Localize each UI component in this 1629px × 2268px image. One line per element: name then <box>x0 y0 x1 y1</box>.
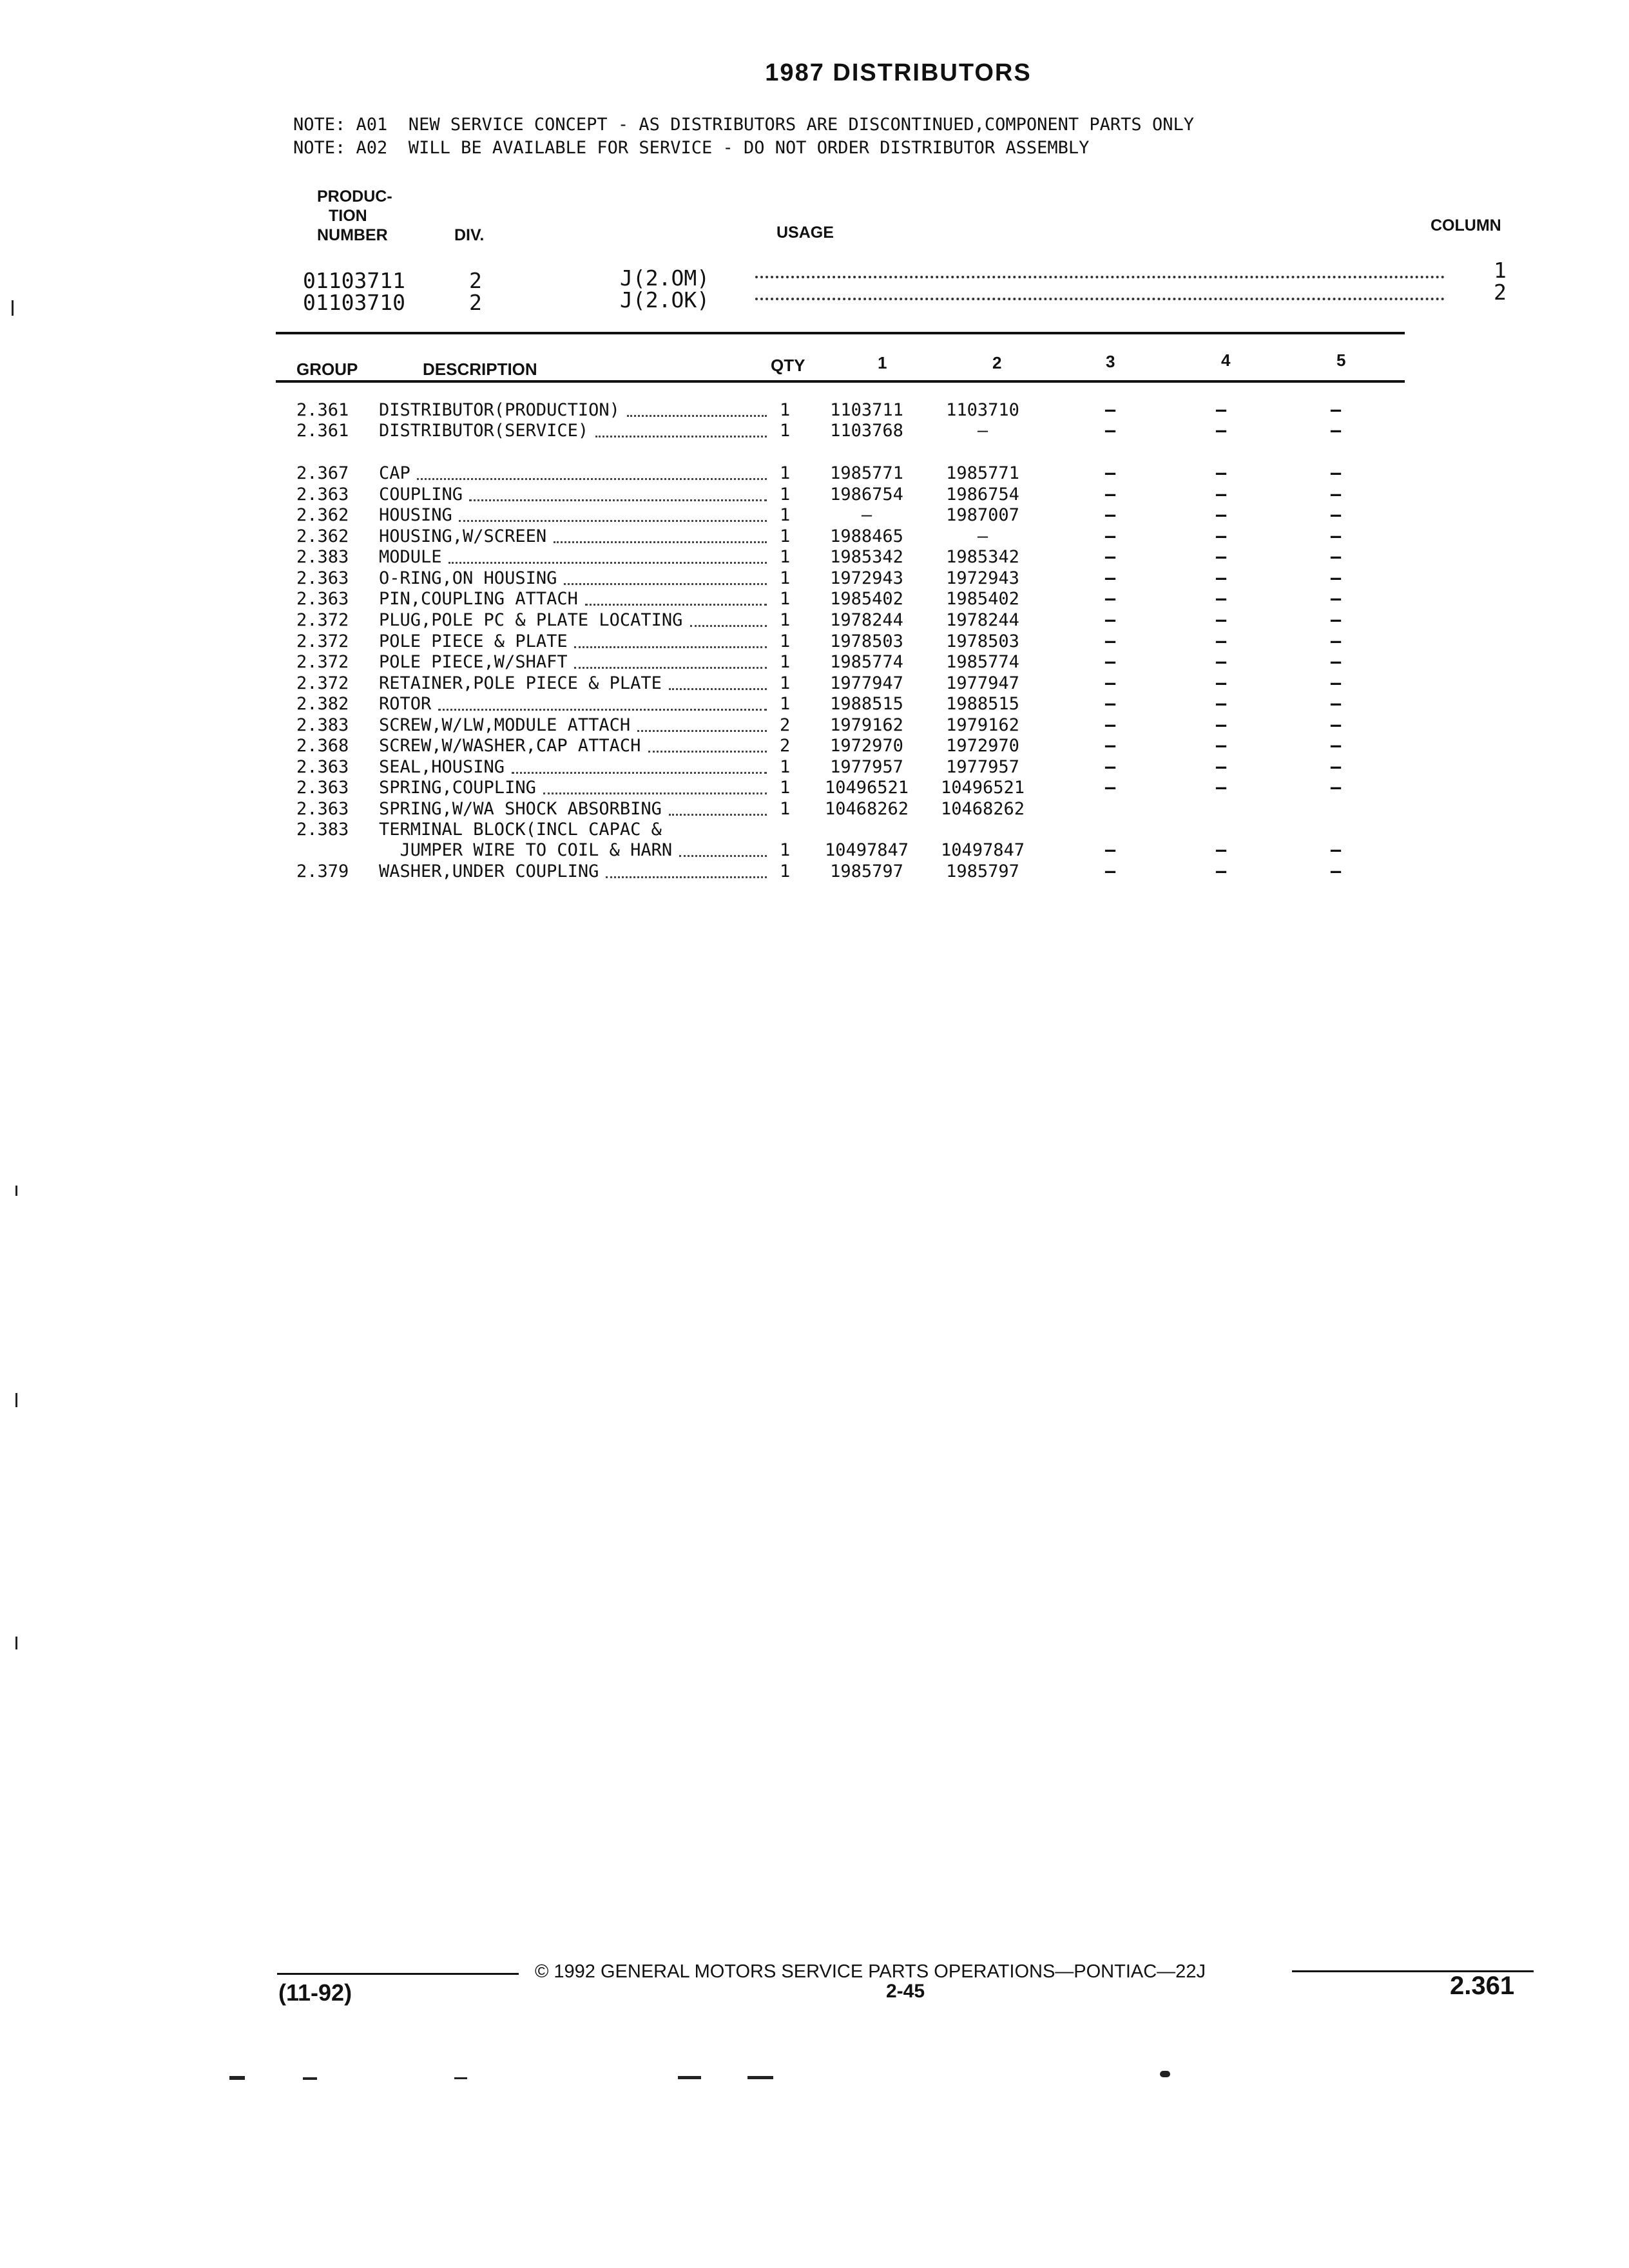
part-group: 2.363 <box>296 799 349 819</box>
part-description: TERMINAL BLOCK(INCL CAPAC & <box>379 820 662 840</box>
part-qty: 1 <box>780 485 791 505</box>
part-number-col1: 1985771 <box>830 463 903 483</box>
part-number-col4: — <box>1215 421 1227 441</box>
dot-leader <box>648 751 767 753</box>
part-group: 2.383 <box>296 547 349 567</box>
part-group: 2.367 <box>296 463 349 483</box>
part-number-col5: — <box>1330 757 1342 777</box>
part-description: CAP <box>379 463 410 483</box>
part-number-col4: — <box>1215 505 1227 525</box>
group-header: GROUP <box>296 360 358 379</box>
scan-mark <box>12 300 14 316</box>
part-number-col2: 1985774 <box>946 652 1019 672</box>
part-number-col1: 1978503 <box>830 631 903 651</box>
table-row <box>0 568 1629 589</box>
table-row <box>0 505 1629 526</box>
part-description: HOUSING,W/SCREEN <box>379 526 547 546</box>
part-number-col3: — <box>1104 736 1116 756</box>
part-qty: 1 <box>780 463 791 483</box>
scan-mark <box>454 2077 467 2079</box>
part-number-col3: — <box>1104 505 1116 525</box>
qty-header: QTY <box>771 356 805 375</box>
part-number-col2: 1979162 <box>946 715 1019 735</box>
part-number-col1: 1978244 <box>830 610 903 630</box>
part-number-col5: — <box>1330 840 1342 860</box>
part-qty: 1 <box>780 861 791 881</box>
part-number-col4: — <box>1215 589 1227 609</box>
dot-leader <box>564 583 767 585</box>
part-number-col2: 1988515 <box>946 694 1019 714</box>
part-qty: 1 <box>780 799 791 819</box>
part-number-col5: — <box>1330 421 1342 441</box>
part-group: 2.372 <box>296 631 349 651</box>
part-number-col3: — <box>1104 715 1116 735</box>
table-row <box>0 651 1629 673</box>
part-number-col4: — <box>1215 861 1227 881</box>
part-group: 2.379 <box>296 861 349 881</box>
part-number-col4: — <box>1215 652 1227 672</box>
part-group: 2.362 <box>296 526 349 546</box>
part-number-col4: — <box>1215 547 1227 567</box>
col4-header: 4 <box>1221 351 1231 370</box>
part-number-col1: 1985402 <box>830 589 903 609</box>
part-qty: 1 <box>780 400 791 420</box>
part-number-col5: — <box>1330 589 1342 609</box>
part-group: 2.363 <box>296 757 349 777</box>
part-number-col1: — <box>861 505 872 525</box>
part-description: WASHER,UNDER COUPLING <box>379 861 599 881</box>
part-description: MODULE <box>379 547 442 567</box>
part-number-col2: 1986754 <box>946 485 1019 505</box>
part-number-col1: 1977947 <box>830 673 903 693</box>
part-number-col3: — <box>1104 757 1116 777</box>
part-number-col5: — <box>1330 505 1342 525</box>
part-number-col3: — <box>1104 778 1116 798</box>
part-qty: 2 <box>780 715 791 735</box>
part-number-col5: — <box>1330 610 1342 630</box>
part-number-col4: — <box>1215 736 1227 756</box>
part-group: 2.368 <box>296 736 349 756</box>
production-column: 2 <box>1494 280 1507 305</box>
dot-leader <box>574 646 767 648</box>
part-number-col2: 1985402 <box>946 589 1019 609</box>
dot-leader <box>679 855 767 857</box>
table-row <box>0 588 1629 610</box>
part-number-col4: — <box>1215 694 1227 714</box>
table-row <box>0 693 1629 715</box>
table-row <box>0 420 1629 441</box>
part-number-col2: 1978503 <box>946 631 1019 651</box>
part-number-col3: — <box>1104 694 1116 714</box>
part-number-col5: — <box>1330 547 1342 567</box>
part-number-col4: — <box>1215 485 1227 505</box>
dot-leader <box>554 541 767 543</box>
part-qty: 1 <box>780 840 791 860</box>
part-group: 2.361 <box>296 421 349 441</box>
part-description: PIN,COUPLING ATTACH <box>379 589 578 609</box>
part-number-col3: — <box>1104 485 1116 505</box>
part-number-col1: 1972970 <box>830 736 903 756</box>
part-qty: 1 <box>780 610 791 630</box>
part-number-col1: 10496521 <box>824 778 909 798</box>
part-description: PLUG,POLE PC & PLATE LOCATING <box>379 610 683 630</box>
part-number-col3: — <box>1104 673 1116 693</box>
production-div: 2 <box>469 290 482 315</box>
dot-leader <box>637 730 767 732</box>
dot-leader <box>459 520 767 522</box>
part-number-col3: — <box>1104 463 1116 483</box>
section-number: 2.361 <box>1450 1972 1515 2000</box>
note-a02: NOTE: A02 WILL BE AVAILABLE FOR SERVICE - DO NOT ORDER DISTRIBUTOR ASSEMBLY <box>293 138 1090 158</box>
copyright-notice: © 1992 GENERAL MOTORS SERVICE PARTS OPERATIONS—PONTIAC—22J <box>535 1961 1206 1982</box>
part-number-col3: — <box>1104 526 1116 546</box>
part-description: DISTRIBUTOR(SERVICE) <box>379 421 589 441</box>
part-description: ROTOR <box>379 694 432 714</box>
part-group: 2.363 <box>296 568 349 588</box>
part-description: O-RING,ON HOUSING <box>379 568 557 588</box>
part-group: 2.383 <box>296 820 349 840</box>
part-number-col5: — <box>1330 694 1342 714</box>
part-number-col1: 1988465 <box>830 526 903 546</box>
dot-leader <box>669 688 767 690</box>
dot-leader <box>585 604 767 606</box>
dot-leader <box>574 667 767 669</box>
part-number-col2: 1985771 <box>946 463 1019 483</box>
header-line: TION <box>329 207 367 225</box>
description-header: DESCRIPTION <box>423 360 537 379</box>
part-number-col2: 1972943 <box>946 568 1019 588</box>
part-number-col5: — <box>1330 631 1342 651</box>
dot-leader <box>512 772 767 774</box>
part-qty: 2 <box>780 736 791 756</box>
dot-leader <box>438 709 767 711</box>
part-group: 2.383 <box>296 715 349 735</box>
table-row <box>0 777 1629 798</box>
part-qty: 1 <box>780 421 791 441</box>
col1-header: 1 <box>878 353 887 372</box>
dot-leader <box>755 276 1445 278</box>
part-number-col4: — <box>1215 840 1227 860</box>
part-number-col2: — <box>977 421 988 441</box>
div-header: DIV. <box>454 226 485 244</box>
part-number-col2: 1977947 <box>946 673 1019 693</box>
part-qty: 1 <box>780 526 791 546</box>
scan-mark <box>229 2076 245 2080</box>
part-number-col3: — <box>1104 610 1116 630</box>
header-line: PRODUC- <box>317 187 392 206</box>
dot-leader <box>448 562 767 564</box>
page-title: 1987 DISTRIBUTORS <box>765 59 1032 86</box>
part-group: 2.372 <box>296 673 349 693</box>
part-number-col3: — <box>1104 547 1116 567</box>
dot-leader <box>755 298 1445 300</box>
table-row <box>0 631 1629 652</box>
production-usage: J(2.OK) <box>620 287 710 312</box>
scan-mark <box>15 1186 17 1196</box>
dot-leader <box>543 793 767 794</box>
production-number: 01103711 <box>303 268 405 293</box>
part-qty: 1 <box>780 568 791 588</box>
part-number-col2: 1985342 <box>946 547 1019 567</box>
part-number-col5: — <box>1330 400 1342 420</box>
part-number-col4: — <box>1215 526 1227 546</box>
part-number-col3: — <box>1104 631 1116 651</box>
part-number-col4: — <box>1215 568 1227 588</box>
part-number-col1: 10468262 <box>824 799 909 819</box>
part-number-col1: 1977957 <box>830 757 903 777</box>
part-description: POLE PIECE & PLATE <box>379 631 568 651</box>
part-number-col1: 1103711 <box>830 400 903 420</box>
part-number-col5: — <box>1330 568 1342 588</box>
table-row <box>0 715 1629 736</box>
part-number-col5: — <box>1330 778 1342 798</box>
part-number-col4: — <box>1215 673 1227 693</box>
part-number-col4: — <box>1215 631 1227 651</box>
part-number-col1: 1988515 <box>830 694 903 714</box>
production-div: 2 <box>469 268 482 293</box>
part-group: 2.382 <box>296 694 349 714</box>
table-row <box>0 861 1629 882</box>
part-number-col3: — <box>1104 589 1116 609</box>
part-number-col2: 10497847 <box>940 840 1025 860</box>
part-number-col2: 1972970 <box>946 736 1019 756</box>
part-number-col2: 1978244 <box>946 610 1019 630</box>
dot-leader <box>606 876 767 878</box>
part-number-col1: 1103768 <box>830 421 903 441</box>
part-group: 2.363 <box>296 778 349 798</box>
part-number-col2: 1103710 <box>946 400 1019 420</box>
table-row <box>0 484 1629 505</box>
part-qty: 1 <box>780 589 791 609</box>
part-group: 2.362 <box>296 505 349 525</box>
revision-date: (11-92) <box>278 1979 352 2006</box>
part-description: SCREW,W/LW,MODULE ATTACH <box>379 715 631 735</box>
table-row <box>0 735 1629 756</box>
part-description: SPRING,W/WA SHOCK ABSORBING <box>379 799 662 819</box>
part-number-col1: 1985342 <box>830 547 903 567</box>
production-number-header <box>317 187 392 245</box>
dot-leader <box>669 814 767 816</box>
part-qty: 1 <box>780 631 791 651</box>
part-group: 2.372 <box>296 610 349 630</box>
part-number-col3: — <box>1104 861 1116 881</box>
part-number-col3: — <box>1104 568 1116 588</box>
table-top-rule <box>276 332 1405 334</box>
part-number-col2: 10496521 <box>940 778 1025 798</box>
scan-mark <box>747 2076 773 2079</box>
part-number-col2: — <box>977 526 988 546</box>
part-group: 2.363 <box>296 485 349 505</box>
part-number-col4: — <box>1215 463 1227 483</box>
table-row <box>0 840 1629 861</box>
part-number-col4: — <box>1215 715 1227 735</box>
footer-rule-left <box>277 1973 519 1975</box>
table-row <box>0 756 1629 778</box>
table-header-rule <box>276 380 1405 383</box>
part-qty: 1 <box>780 673 791 693</box>
part-number-col5: — <box>1330 736 1342 756</box>
col3-header: 3 <box>1106 352 1115 371</box>
col5-header: 5 <box>1336 351 1346 370</box>
part-description: SPRING,COUPLING <box>379 778 536 798</box>
table-row <box>0 399 1629 421</box>
page-number: 2-45 <box>886 1981 925 2002</box>
usage-header: USAGE <box>776 224 834 242</box>
dot-leader <box>595 436 767 437</box>
part-group: 2.372 <box>296 652 349 672</box>
scan-mark <box>1160 2071 1170 2077</box>
part-description: SEAL,HOUSING <box>379 757 505 777</box>
part-number-col5: — <box>1330 861 1342 881</box>
part-description: HOUSING <box>379 505 452 525</box>
part-description: JUMPER WIRE TO COIL & HARN <box>379 840 673 860</box>
production-number: 01103710 <box>303 290 405 315</box>
column-header: COLUMN <box>1431 216 1501 235</box>
part-number-col4: — <box>1215 400 1227 420</box>
part-description: RETAINER,POLE PIECE & PLATE <box>379 673 662 693</box>
dot-leader <box>417 478 767 480</box>
part-qty: 1 <box>780 757 791 777</box>
note-a01: NOTE: A01 NEW SERVICE CONCEPT - AS DISTRIBUTORS ARE DISCONTINUED,COMPONENT PARTS ONLY <box>293 115 1194 135</box>
dot-leader <box>627 415 767 417</box>
scan-mark <box>678 2076 701 2079</box>
part-number-col3: — <box>1104 840 1116 860</box>
part-number-col2: 10468262 <box>940 799 1025 819</box>
table-row <box>0 673 1629 694</box>
table-row <box>0 463 1629 484</box>
part-group: 2.363 <box>296 589 349 609</box>
part-number-col1: 1986754 <box>830 485 903 505</box>
header-line: NUMBER <box>317 226 388 244</box>
scan-mark <box>303 2077 317 2080</box>
scan-mark <box>15 1393 17 1407</box>
table-row <box>0 610 1629 631</box>
part-number-col3: — <box>1104 652 1116 672</box>
part-qty: 1 <box>780 547 791 567</box>
part-number-col5: — <box>1330 715 1342 735</box>
part-number-col2: 1985797 <box>946 861 1019 881</box>
part-description: POLE PIECE,W/SHAFT <box>379 652 568 672</box>
part-number-col1: 1972943 <box>830 568 903 588</box>
part-number-col5: — <box>1330 485 1342 505</box>
production-usage: J(2.OM) <box>620 265 710 291</box>
part-number-col1: 10497847 <box>824 840 909 860</box>
part-description: DISTRIBUTOR(PRODUCTION) <box>379 400 620 420</box>
part-number-col5: — <box>1330 652 1342 672</box>
part-number-col3: — <box>1104 421 1116 441</box>
table-row <box>0 526 1629 547</box>
production-column: 1 <box>1494 258 1507 283</box>
scan-mark <box>15 1637 17 1649</box>
part-number-col1: 1985797 <box>830 861 903 881</box>
col2-header: 2 <box>992 353 1002 372</box>
part-description: SCREW,W/WASHER,CAP ATTACH <box>379 736 641 756</box>
table-row <box>0 819 1629 840</box>
part-number-col4: — <box>1215 778 1227 798</box>
part-group: 2.361 <box>296 400 349 420</box>
part-qty: 1 <box>780 694 791 714</box>
part-number-col1: 1985774 <box>830 652 903 672</box>
part-qty: 1 <box>780 652 791 672</box>
part-number-col3: — <box>1104 400 1116 420</box>
table-row <box>0 798 1629 820</box>
part-number-col1: 1979162 <box>830 715 903 735</box>
part-number-col4: — <box>1215 757 1227 777</box>
part-number-col5: — <box>1330 526 1342 546</box>
dot-leader <box>469 499 767 501</box>
part-number-col5: — <box>1330 673 1342 693</box>
part-description: COUPLING <box>379 485 463 505</box>
part-number-col4: — <box>1215 610 1227 630</box>
table-row <box>0 546 1629 568</box>
part-number-col5: — <box>1330 463 1342 483</box>
dot-leader <box>690 625 767 627</box>
part-number-col2: 1977957 <box>946 757 1019 777</box>
part-number-col2: 1987007 <box>946 505 1019 525</box>
part-qty: 1 <box>780 505 791 525</box>
part-qty: 1 <box>780 778 791 798</box>
